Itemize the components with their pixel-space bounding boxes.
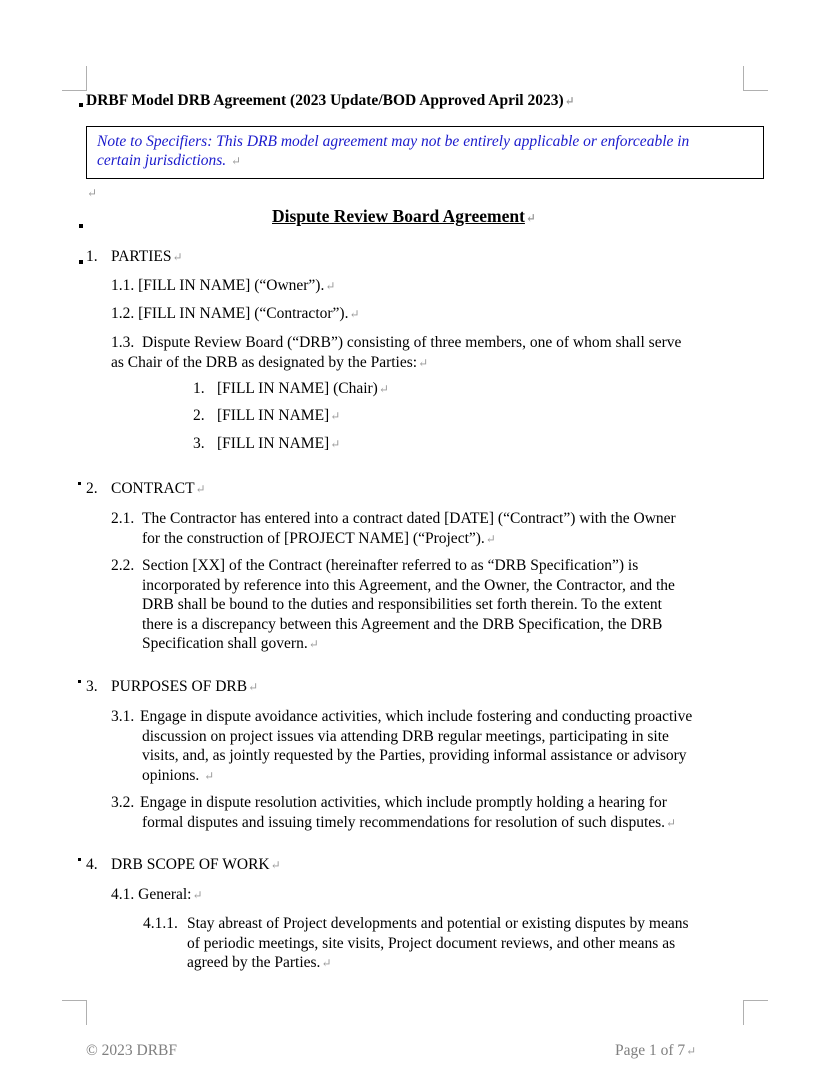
pilcrow-icon: ↵ — [330, 409, 341, 423]
pilcrow-icon: ↵ — [485, 531, 496, 546]
pilcrow-icon: ↵ — [330, 437, 341, 451]
item-1-1[interactable]: 1.1. [FILL IN NAME] (“Owner”).↵ — [111, 277, 336, 294]
document-title[interactable]: DRBF Model DRB Agreement (2023 Update/BOD Approved April 2023)↵ — [86, 92, 575, 109]
item-1-3[interactable]: 1.3. Dispute Review Board (“DRB”) consisting of three members, one of whom shall serve as Chair of the DRB as designated by the Parties:↵ — [111, 334, 682, 371]
pilcrow-icon: ↵ — [204, 768, 215, 783]
note-line-2: certain jurisdictions. ↵ — [97, 152, 242, 169]
item-3-2[interactable]: 3.2. Engage in dispute resolution activities, which include promptly holding a hearing for formal disputes and issuing timely recommendations for resolution of such disputes.↵ — [111, 794, 677, 831]
section-2-heading[interactable]: 2. CONTRACT↵ — [86, 480, 206, 497]
pilcrow-icon: ↵ — [195, 482, 206, 496]
item-4-1[interactable]: 4.1. General:↵ — [111, 886, 203, 903]
pilcrow-icon: ↵ — [325, 279, 336, 293]
pilcrow-icon: ↵ — [308, 637, 319, 651]
pilcrow-icon: ↵ — [172, 250, 183, 264]
item-3-1[interactable]: 3.1. Engage in dispute avoidance activities, which include fostering and conducting proactive discussion on project issues via attending DRB regular meetings, participating in site visits, and, as jointly requested by the Parties, providing informal assistance or advisory opinions. ↵ — [111, 708, 693, 784]
section-3-heading[interactable]: 3. PURPOSES OF DRB↵ — [86, 678, 259, 695]
note-line-1: Note to Specifiers: This DRB model agreement may not be entirely applicable or enforceable in — [97, 133, 690, 150]
paragraph-mark — [79, 260, 83, 264]
note-to-specifiers-box[interactable] — [86, 126, 764, 179]
pilcrow-icon: ↵ — [231, 154, 242, 168]
footer-page-number: Page 1 of 7↵ — [615, 1042, 697, 1059]
section-1-heading[interactable]: 1. PARTIES↵ — [86, 248, 183, 265]
paragraph-mark — [79, 224, 83, 228]
paragraph-mark — [79, 103, 83, 107]
pilcrow-icon: ↵ — [248, 680, 259, 694]
member-3[interactable]: 3. [FILL IN NAME]↵ — [193, 435, 341, 452]
member-2[interactable]: 2. [FILL IN NAME]↵ — [193, 407, 341, 424]
agreement-heading[interactable]: Dispute Review Board Agreement↵ — [272, 206, 536, 226]
section-4-heading[interactable]: 4. DRB SCOPE OF WORK↵ — [86, 856, 281, 873]
pilcrow-icon: ↵ — [378, 382, 389, 396]
pilcrow-icon: ↵ — [418, 355, 429, 370]
crop-mark-bottom-right — [743, 1000, 768, 1025]
pilcrow-icon: ↵ — [349, 307, 360, 321]
paragraph-mark — [78, 858, 81, 861]
pilcrow-icon: ↵ — [666, 815, 677, 830]
pilcrow-icon: ↵ — [564, 94, 575, 108]
paragraph-mark — [78, 482, 81, 485]
item-2-1[interactable]: 2.1. The Contractor has entered into a contract dated [DATE] (“Contract”) with the Owner for the construction of [PROJECT NAME] (“Project”).↵ — [111, 510, 676, 547]
crop-mark-bottom-left — [62, 1000, 87, 1025]
pilcrow-icon: ↵ — [87, 186, 98, 200]
footer-copyright: © 2023 DRBF — [86, 1042, 178, 1059]
item-2-2[interactable]: 2.2. Section [XX] of the Contract (hereinafter referred to as “DRB Specification”) is incorporated by reference into this Agreement, and the Owner, the Contractor, and the DRB shall be bound to the duties and responsibilities set forth therein. To the extent there is a discrepancy between this Agreement and the DRB Specification, the DRB Specification shall govern.↵ — [111, 557, 675, 652]
item-4-1-1[interactable]: 4.1.1. Stay abreast of Project developments and potential or existing disputes by means of periodic meetings, site visits, Project document reviews, and other means as agreed by the Parties.↵ — [143, 915, 689, 971]
member-1[interactable]: 1. [FILL IN NAME] (Chair)↵ — [193, 380, 389, 397]
pilcrow-icon: ↵ — [321, 956, 332, 970]
pilcrow-icon: ↵ — [686, 1044, 697, 1058]
crop-mark-top-left — [62, 66, 87, 91]
pilcrow-icon: ↵ — [192, 888, 203, 902]
paragraph-mark — [78, 680, 81, 683]
item-1-2[interactable]: 1.2. [FILL IN NAME] (“Contractor”).↵ — [111, 305, 360, 322]
pilcrow-icon: ↵ — [270, 858, 281, 872]
pilcrow-icon: ↵ — [525, 211, 536, 225]
crop-mark-top-right — [743, 66, 768, 91]
